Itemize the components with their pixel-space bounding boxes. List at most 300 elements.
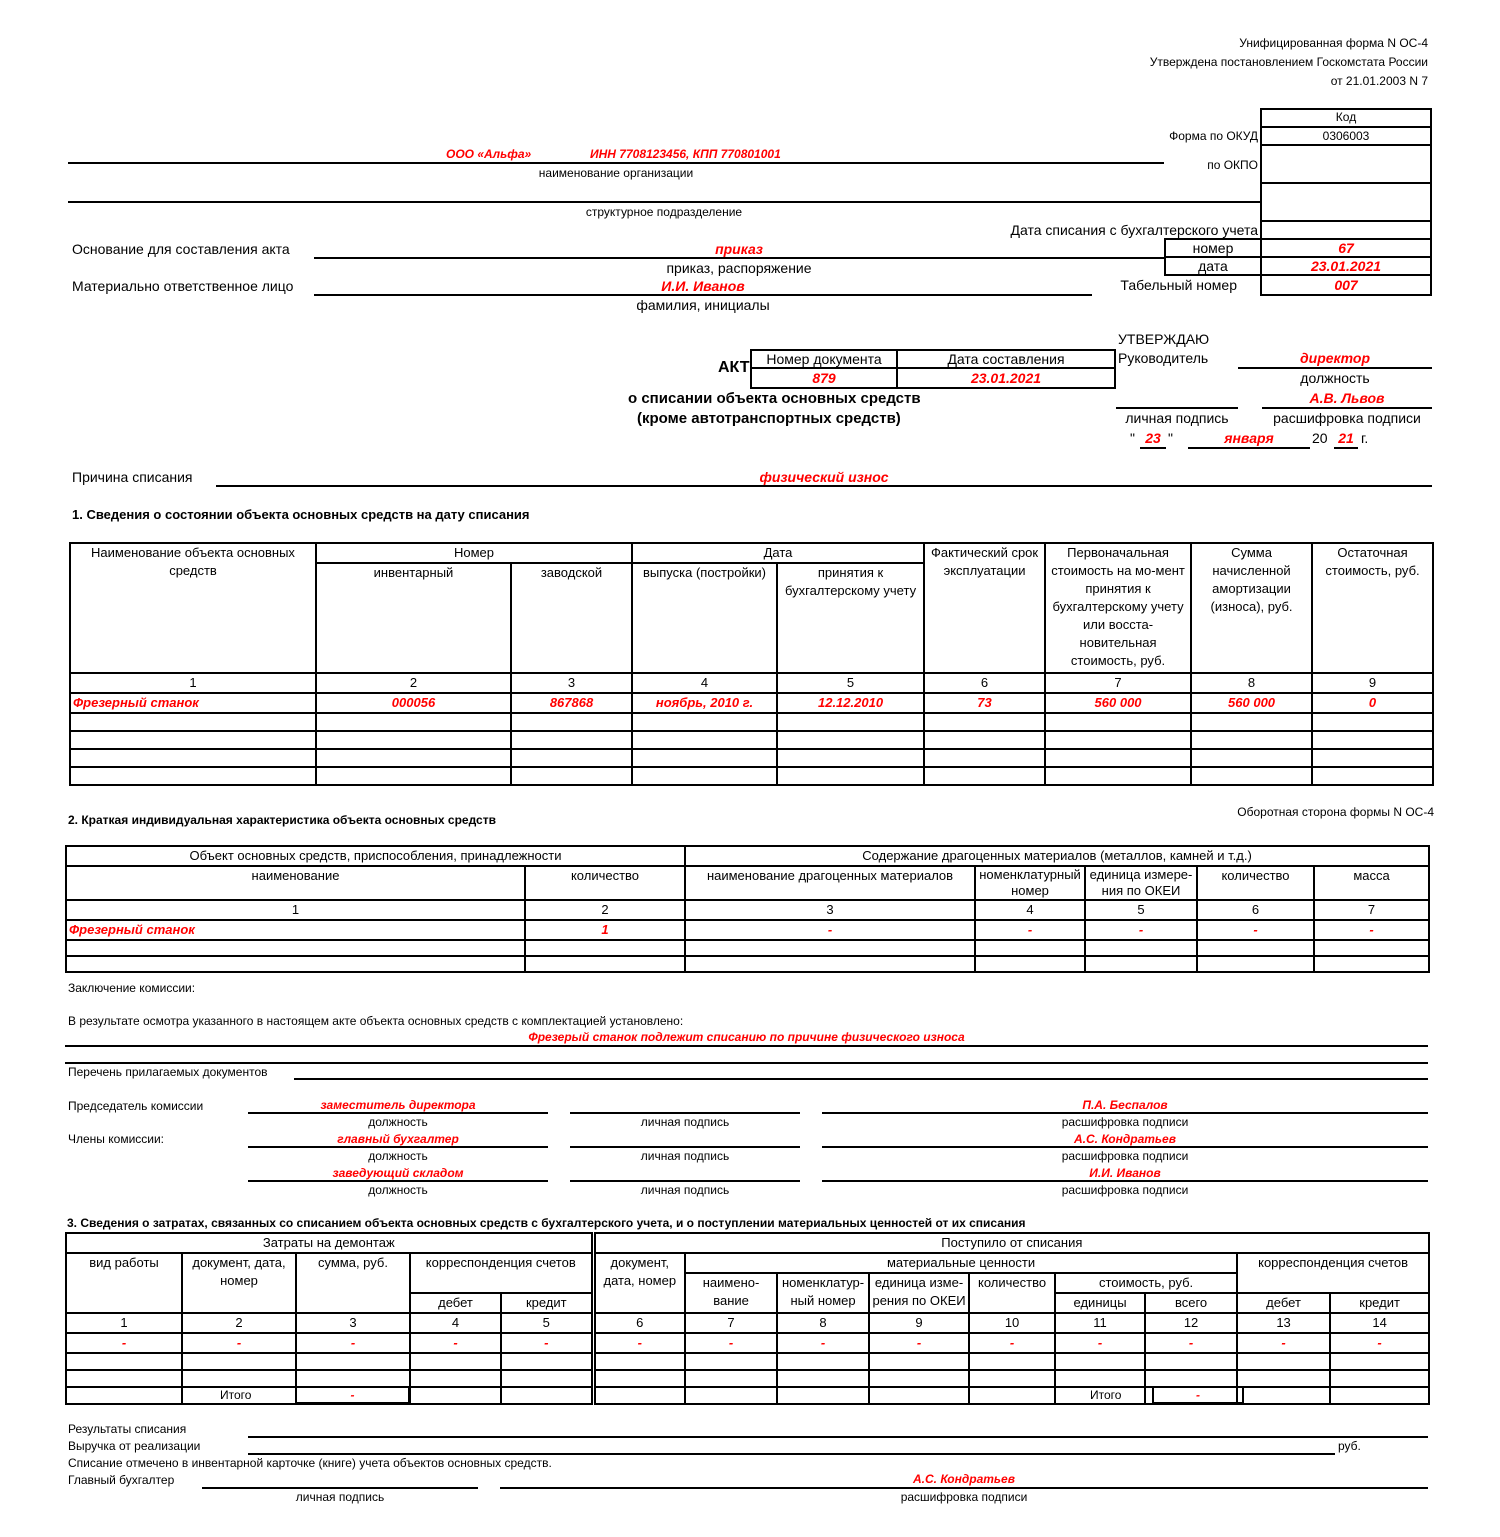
approval-month-value[interactable]: января <box>1224 430 1274 446</box>
s1-header-initial-cost: Первоначальная стоимость на мо-мент принятия к бухгалтерскому учету или восста-новительная стоимость, руб. <box>1045 543 1191 673</box>
table-cell[interactable] <box>1045 713 1191 731</box>
signer-signature-caption: личная подпись <box>640 1183 730 1197</box>
attached-docs-label: Перечень прилагаемых документов <box>68 1065 268 1079</box>
table-cell[interactable]: 12.12.2010 <box>777 693 924 713</box>
s2-header-precious: Содержание драгоценных материалов (металлов, камней и т.д.) <box>685 846 1429 866</box>
table-cell[interactable]: - <box>1055 1333 1145 1353</box>
table-cell[interactable] <box>632 767 777 785</box>
s1-header-term: Фактический срок эксплуатации <box>924 543 1045 673</box>
year-suffix: г. <box>1361 430 1369 446</box>
table-cell[interactable] <box>316 731 511 749</box>
table-cell[interactable] <box>1237 1387 1330 1404</box>
table-cell[interactable] <box>70 731 316 749</box>
s2-header-precious-qty: количество <box>1197 866 1314 900</box>
table-cell[interactable] <box>1312 749 1433 767</box>
s3-total-label-left: Итого <box>220 1388 252 1402</box>
signer-position-caption: должность <box>368 1115 428 1129</box>
table-row <box>66 940 1429 956</box>
table-cell[interactable]: Фрезерный станок <box>66 920 525 940</box>
quote-close: " <box>1168 430 1173 446</box>
s1-colnum: 8 <box>1191 673 1312 693</box>
reverse-side-label: Оборотная сторона формы N ОС-4 <box>1237 805 1434 819</box>
signer-position-line <box>248 1146 548 1148</box>
table-cell[interactable] <box>777 731 924 749</box>
s1-colnum: 7 <box>1045 673 1191 693</box>
table-cell[interactable]: 560 000 <box>1191 693 1312 713</box>
signer-position-line <box>248 1180 548 1182</box>
table-cell[interactable] <box>1045 749 1191 767</box>
signer-signature-caption: личная подпись <box>640 1115 730 1129</box>
members-label: Члены комиссии: <box>68 1132 165 1146</box>
dept-line <box>68 201 1260 203</box>
table-cell[interactable]: - <box>1145 1333 1237 1353</box>
head-signature-line <box>1116 407 1238 409</box>
table-cell[interactable] <box>924 749 1045 767</box>
s1-rows <box>70 693 1433 785</box>
s3-colnum: 10 <box>969 1313 1055 1333</box>
chief-name-value[interactable]: А.С. Кондратьев <box>913 1472 1015 1486</box>
table-cell[interactable] <box>1330 1387 1429 1404</box>
table-cell[interactable] <box>1191 749 1312 767</box>
section1-table <box>69 542 1434 786</box>
s1-header-release: выпуска (постройки) <box>632 563 777 673</box>
s1-header-factory: заводской <box>511 563 632 673</box>
table-cell[interactable] <box>975 956 1085 972</box>
tab-number-value[interactable]: 007 <box>1334 277 1358 293</box>
s1-col-numbers <box>70 673 1433 693</box>
table-cell[interactable] <box>632 731 777 749</box>
basis-label: Основание для составления акта <box>72 241 290 257</box>
day-line <box>1140 447 1166 449</box>
basis-line <box>314 257 1164 259</box>
s3-total-value-right[interactable]: - <box>1196 1388 1200 1402</box>
table-cell[interactable] <box>66 1353 182 1370</box>
table-cell[interactable]: - <box>182 1333 296 1353</box>
table-cell[interactable] <box>66 1370 182 1387</box>
approved-by: Утверждена постановлением Госкомстата России <box>1149 55 1428 69</box>
table-cell[interactable]: - <box>296 1333 410 1353</box>
s3-colnum: 9 <box>869 1313 969 1333</box>
inventory-note: Списание отмечено в инвентарной карточке (книге) учета объектов основных средств. <box>68 1456 552 1470</box>
table-cell[interactable] <box>525 940 685 956</box>
table-cell[interactable] <box>525 956 685 972</box>
s1-colnum: 1 <box>70 673 316 693</box>
signer-position-value[interactable]: заместитель директора <box>320 1098 476 1112</box>
table-row <box>70 693 1433 713</box>
head-position-line <box>1238 367 1432 369</box>
table-cell[interactable] <box>501 1370 593 1387</box>
inspection-line <box>65 1045 1428 1047</box>
s2-colnum: 2 <box>525 900 685 920</box>
s2-header-mass: масса <box>1314 866 1429 900</box>
s3-header-sum: сумма, руб. <box>296 1253 410 1313</box>
signer-name-line <box>822 1112 1428 1114</box>
s3-header-work-type: вид работы <box>66 1253 182 1313</box>
table-cell[interactable] <box>66 956 525 972</box>
org-name-line <box>68 162 1164 164</box>
table-cell[interactable] <box>1191 767 1312 785</box>
act-title-line2: (кроме автотранспортных средств) <box>637 410 901 427</box>
table-cell[interactable] <box>593 1353 685 1370</box>
section1-title: 1. Сведения о состоянии объекта основных средств на дату списания <box>72 507 530 522</box>
number-label: номер <box>1192 240 1234 256</box>
table-cell[interactable] <box>316 767 511 785</box>
table-cell[interactable] <box>685 1370 777 1387</box>
table-cell[interactable] <box>182 1353 296 1370</box>
table-cell[interactable] <box>1085 956 1197 972</box>
s2-rows <box>66 920 1429 972</box>
table-cell[interactable] <box>593 1370 685 1387</box>
s1-header-date: Дата <box>632 543 924 563</box>
table-cell[interactable]: - <box>593 1333 685 1353</box>
s3-header-credit2: кредит <box>1330 1293 1429 1313</box>
table-cell[interactable] <box>1330 1370 1429 1387</box>
s3-header-doc-received: документ, дата, номер <box>593 1253 685 1313</box>
table-cell[interactable] <box>777 1370 869 1387</box>
s1-header-inventory: инвентарный <box>316 563 511 673</box>
table-cell[interactable] <box>969 1353 1055 1370</box>
s3-colnum: 4 <box>410 1313 501 1333</box>
revenue-label: Выручка от реализации <box>68 1439 201 1453</box>
table-row <box>70 713 1433 731</box>
table-cell[interactable] <box>296 1353 410 1370</box>
revenue-unit: руб. <box>1338 1439 1361 1453</box>
s2-header-quantity: количество <box>525 866 685 900</box>
responsible-line <box>314 294 1092 296</box>
table-cell[interactable] <box>66 940 525 956</box>
table-cell[interactable] <box>969 1370 1055 1387</box>
table-cell[interactable] <box>501 1387 593 1404</box>
table-cell[interactable] <box>869 1387 969 1404</box>
responsible-label: Материально ответственное лицо <box>72 278 294 294</box>
table-cell[interactable]: - <box>1330 1333 1429 1353</box>
table-cell[interactable]: - <box>869 1333 969 1353</box>
table-cell[interactable] <box>869 1370 969 1387</box>
table-cell[interactable] <box>777 749 924 767</box>
s1-colnum: 3 <box>511 673 632 693</box>
table-cell[interactable] <box>70 767 316 785</box>
reason-value[interactable]: физический износ <box>759 469 889 485</box>
act-label: АКТ <box>718 359 750 376</box>
head-position-value[interactable]: директор <box>1299 350 1370 366</box>
table-row <box>66 956 1429 972</box>
table-cell[interactable] <box>685 956 975 972</box>
signer-signature-caption: личная подпись <box>640 1149 730 1163</box>
s2-colnum: 1 <box>66 900 525 920</box>
s3-header-val-nomenclature: номенклатур-ный номер <box>777 1273 869 1313</box>
org-name-value[interactable]: ООО «Альфа» <box>446 147 532 161</box>
signer-name-value[interactable]: А.С. Кондратьев <box>1074 1132 1176 1146</box>
table-cell[interactable]: - <box>1237 1333 1330 1353</box>
table-cell[interactable] <box>1055 1370 1145 1387</box>
table-cell[interactable] <box>1191 713 1312 731</box>
s3-colnum: 7 <box>685 1313 777 1333</box>
s3-colnum: 2 <box>182 1313 296 1333</box>
table-cell[interactable]: - <box>66 1333 182 1353</box>
tab-number-label: Табельный номер <box>1120 277 1237 293</box>
doc-number-header: Номер документа <box>766 351 882 367</box>
okud-label: Форма по ОКУД <box>1169 129 1258 143</box>
revenue-line <box>248 1453 1335 1455</box>
s2-header-nomenclature: номенклатурный номер <box>975 866 1085 900</box>
signer-position-value[interactable]: заведующий складом <box>332 1166 464 1180</box>
table-cell[interactable] <box>1045 767 1191 785</box>
table-cell[interactable] <box>410 1353 501 1370</box>
year-prefix: 20 <box>1312 430 1328 446</box>
table-cell[interactable]: 560 000 <box>1045 693 1191 713</box>
table-cell[interactable] <box>316 749 511 767</box>
s1-header-residual: Остаточная стоимость, руб. <box>1312 543 1433 673</box>
s3-header-credit: кредит <box>501 1293 593 1313</box>
s1-colnum: 9 <box>1312 673 1433 693</box>
quote-open: " <box>1130 430 1135 446</box>
signer-name-value[interactable]: П.А. Беспалов <box>1082 1098 1168 1112</box>
table-cell[interactable] <box>685 940 975 956</box>
s2-col-numbers <box>66 900 1429 920</box>
chairman-label: Председатель комиссии <box>68 1099 204 1113</box>
table-row <box>66 920 1429 940</box>
table-cell[interactable] <box>1237 1353 1330 1370</box>
section2-title: 2. Краткая индивидуальная характеристика объекта основных средств <box>68 813 496 827</box>
s2-header-name: наименование <box>66 866 525 900</box>
org-name-caption: наименование организации <box>538 166 694 180</box>
s2-header-object: Объект основных средств, приспособления, принадлежности <box>66 846 685 866</box>
table-cell[interactable] <box>975 940 1085 956</box>
s3-colnum: 12 <box>1145 1313 1237 1333</box>
table-cell[interactable] <box>410 1370 501 1387</box>
attached-docs-line <box>294 1078 1428 1080</box>
table-cell[interactable]: 0 <box>1312 693 1433 713</box>
table-cell[interactable]: - <box>969 1333 1055 1353</box>
table-cell[interactable] <box>316 713 511 731</box>
table-cell[interactable] <box>182 1370 296 1387</box>
s3-header-valuables: материальные ценности <box>685 1253 1237 1273</box>
table-cell[interactable] <box>1314 956 1429 972</box>
table-cell[interactable]: Фрезерный станок <box>70 693 316 713</box>
s3-colnum: 3 <box>296 1313 410 1333</box>
table-cell[interactable] <box>1045 731 1191 749</box>
table-cell[interactable] <box>969 1387 1055 1404</box>
form-title: Унифицированная форма N ОС-4 <box>1239 36 1428 50</box>
head-name-caption: расшифровка подписи <box>1273 410 1421 426</box>
chief-name-caption: расшифровка подписи <box>900 1490 1028 1504</box>
table-cell[interactable] <box>1085 940 1197 956</box>
table-cell[interactable]: 867868 <box>511 693 632 713</box>
table-cell[interactable] <box>1312 731 1433 749</box>
head-label: Руководитель <box>1118 350 1209 366</box>
results-line <box>248 1436 1428 1438</box>
table-cell[interactable] <box>511 731 632 749</box>
signer-signature-line <box>570 1180 800 1182</box>
s1-colnum: 5 <box>777 673 924 693</box>
s2-colnum: 4 <box>975 900 1085 920</box>
table-cell[interactable] <box>1312 713 1433 731</box>
s3-col-numbers <box>66 1313 1429 1333</box>
table-row <box>66 1333 1429 1353</box>
s3-header-val-unit-cost: единицы <box>1055 1293 1145 1313</box>
table-cell[interactable]: - <box>777 1333 869 1353</box>
reason-label: Причина списания <box>72 469 193 485</box>
inspection-line-2 <box>65 1062 1428 1064</box>
inspection-value[interactable]: Фрезерый станок подлежит списанию по причине физического износа <box>528 1030 965 1044</box>
signer-position-line <box>248 1112 548 1114</box>
signer-signature-line <box>570 1112 800 1114</box>
s3-colnum: 13 <box>1237 1313 1330 1333</box>
s3-header-val-qty: количество <box>969 1273 1055 1313</box>
conclusion-label: Заключение комиссии: <box>68 981 196 995</box>
table-row <box>66 1370 1429 1387</box>
table-cell[interactable] <box>777 767 924 785</box>
doc-number-value[interactable]: 879 <box>812 370 836 386</box>
table-cell[interactable] <box>632 749 777 767</box>
inspection-text: В результате осмотра указанного в настоящем акте объекта основных средств с комплектацией установлено: <box>68 1014 684 1028</box>
table-cell[interactable]: - <box>1197 920 1314 940</box>
table-cell[interactable] <box>70 713 316 731</box>
date-value[interactable]: 23.01.2021 <box>1310 258 1382 274</box>
head-position-caption: должность <box>1300 370 1370 386</box>
s1-colnum: 6 <box>924 673 1045 693</box>
s3-colnum: 5 <box>501 1313 593 1333</box>
table-cell[interactable] <box>924 713 1045 731</box>
table-cell[interactable] <box>632 713 777 731</box>
signer-name-value[interactable]: И.И. Иванов <box>1089 1166 1161 1180</box>
s2-header-precious-name: наименование драгоценных материалов <box>685 866 975 900</box>
table-cell[interactable] <box>685 1387 777 1404</box>
number-value[interactable]: 67 <box>1338 240 1354 256</box>
chief-name-line <box>500 1487 1428 1489</box>
s3-header-correspondence: корреспонденция счетов <box>410 1253 593 1293</box>
chief-signature-caption: личная подпись <box>295 1490 385 1504</box>
table-row <box>66 1353 1429 1370</box>
table-cell[interactable] <box>511 713 632 731</box>
s3-header-val-cost: стоимость, руб. <box>1055 1273 1237 1293</box>
table-cell[interactable] <box>1312 767 1433 785</box>
s3-colnum: 8 <box>777 1313 869 1333</box>
approved-date: от 21.01.2003 N 7 <box>1330 74 1428 88</box>
s1-colnum: 2 <box>316 673 511 693</box>
table-row <box>70 731 1433 749</box>
table-cell[interactable] <box>777 713 924 731</box>
table-cell[interactable] <box>1055 1353 1145 1370</box>
table-cell[interactable] <box>1330 1353 1429 1370</box>
section3-table <box>65 1232 1430 1405</box>
dept-caption: структурное подразделение <box>585 205 743 219</box>
s1-colnum: 4 <box>632 673 777 693</box>
table-cell[interactable] <box>410 1387 501 1404</box>
table-cell[interactable]: 000056 <box>316 693 511 713</box>
approval-year-value[interactable]: 21 <box>1338 430 1354 446</box>
section3-title: 3. Сведения о затратах, связанных со списанием объекта основных средств с бухгалтерского учета, и о поступлении материальных ценностей от их списания <box>67 1216 1026 1230</box>
table-cell[interactable] <box>1145 1370 1237 1387</box>
signer-position-caption: должность <box>368 1183 428 1197</box>
s3-header-dismantling: Затраты на демонтаж <box>66 1233 593 1253</box>
signer-position-caption: должность <box>368 1149 428 1163</box>
table-cell[interactable] <box>1237 1370 1330 1387</box>
doc-date-value[interactable]: 23.01.2021 <box>970 370 1042 386</box>
table-cell[interactable]: - <box>501 1333 593 1353</box>
approval-day-value[interactable]: 23 <box>1145 430 1161 446</box>
table-cell[interactable]: - <box>410 1333 501 1353</box>
s3-header-val-unit: единица изме-рения по ОКЕИ <box>869 1273 969 1313</box>
table-row <box>70 749 1433 767</box>
signer-position-value[interactable]: главный бухгалтер <box>337 1132 459 1146</box>
signer-name-caption: расшифровка подписи <box>1061 1149 1189 1163</box>
head-name-value[interactable]: А.В. Львов <box>1309 390 1385 406</box>
table-cell[interactable] <box>1191 731 1312 749</box>
s1-header-depreciation: Сумма начисленной амортизации (износа), руб. <box>1191 543 1312 673</box>
table-cell[interactable] <box>869 1353 969 1370</box>
org-inn-kpp-value[interactable]: ИНН 7708123456, КПП 770801001 <box>590 147 781 161</box>
table-cell[interactable]: 1 <box>525 920 685 940</box>
doc-date-header: Дата составления <box>947 351 1065 367</box>
s3-colnum: 6 <box>593 1313 685 1333</box>
table-cell[interactable]: 73 <box>924 693 1045 713</box>
act-title-line1: о списании объекта основных средств <box>628 390 921 407</box>
s3-header-val-name: наимено-вание <box>685 1273 777 1313</box>
table-cell[interactable] <box>777 1387 869 1404</box>
table-cell[interactable]: - <box>1085 920 1197 940</box>
table-cell[interactable]: - <box>685 1333 777 1353</box>
table-cell[interactable] <box>924 767 1045 785</box>
approve-label: УТВЕРЖДАЮ <box>1118 331 1210 347</box>
responsible-value[interactable]: И.И. Иванов <box>661 278 745 294</box>
date-label: дата <box>1198 258 1228 274</box>
table-cell[interactable] <box>593 1387 685 1404</box>
table-cell[interactable] <box>924 731 1045 749</box>
table-cell[interactable]: ноябрь, 2010 г. <box>632 693 777 713</box>
table-cell[interactable] <box>777 1353 869 1370</box>
responsible-caption: фамилия, инициалы <box>636 297 770 313</box>
table-cell[interactable] <box>1197 956 1314 972</box>
table-cell[interactable] <box>511 767 632 785</box>
table-cell[interactable] <box>70 749 316 767</box>
table-cell[interactable]: - <box>685 920 975 940</box>
okud-value[interactable]: 0306003 <box>1322 129 1370 143</box>
s1-header-number: Номер <box>316 543 632 563</box>
table-cell[interactable] <box>1314 940 1429 956</box>
s1-header-acceptance: принятия к бухгалтерскому учету <box>777 563 924 673</box>
s3-header-document: документ, дата, номер <box>182 1253 296 1313</box>
table-cell[interactable]: - <box>975 920 1085 940</box>
basis-value[interactable]: приказ <box>715 241 763 257</box>
s3-colnum: 11 <box>1055 1313 1145 1333</box>
table-cell[interactable] <box>501 1353 593 1370</box>
table-cell[interactable] <box>511 749 632 767</box>
s3-total-label-right: Итого <box>1090 1388 1122 1402</box>
head-signature-caption: личная подпись <box>1125 410 1229 426</box>
table-cell[interactable] <box>296 1370 410 1387</box>
table-cell[interactable] <box>1145 1353 1237 1370</box>
s3-header-val-total: всего <box>1145 1293 1237 1313</box>
s3-total-value-left[interactable]: - <box>350 1388 355 1402</box>
table-row <box>70 767 1433 785</box>
results-label: Результаты списания <box>68 1422 187 1436</box>
head-name-line <box>1262 407 1432 409</box>
s3-colnum: 1 <box>66 1313 182 1333</box>
month-line <box>1188 447 1310 449</box>
signer-name-caption: расшифровка подписи <box>1061 1183 1189 1197</box>
table-cell[interactable] <box>685 1353 777 1370</box>
table-cell[interactable] <box>1197 940 1314 956</box>
s2-colnum: 3 <box>685 900 975 920</box>
s2-header-unit: единица измере-ния по ОКЕИ <box>1085 866 1197 900</box>
chief-accountant-label: Главный бухгалтер <box>68 1473 175 1487</box>
table-cell[interactable]: - <box>1314 920 1429 940</box>
s3-colnum: 14 <box>1330 1313 1429 1333</box>
table-cell[interactable] <box>66 1387 182 1404</box>
s1-header-name: Наименование объекта основных средств <box>70 543 316 673</box>
signer-name-line <box>822 1146 1428 1148</box>
